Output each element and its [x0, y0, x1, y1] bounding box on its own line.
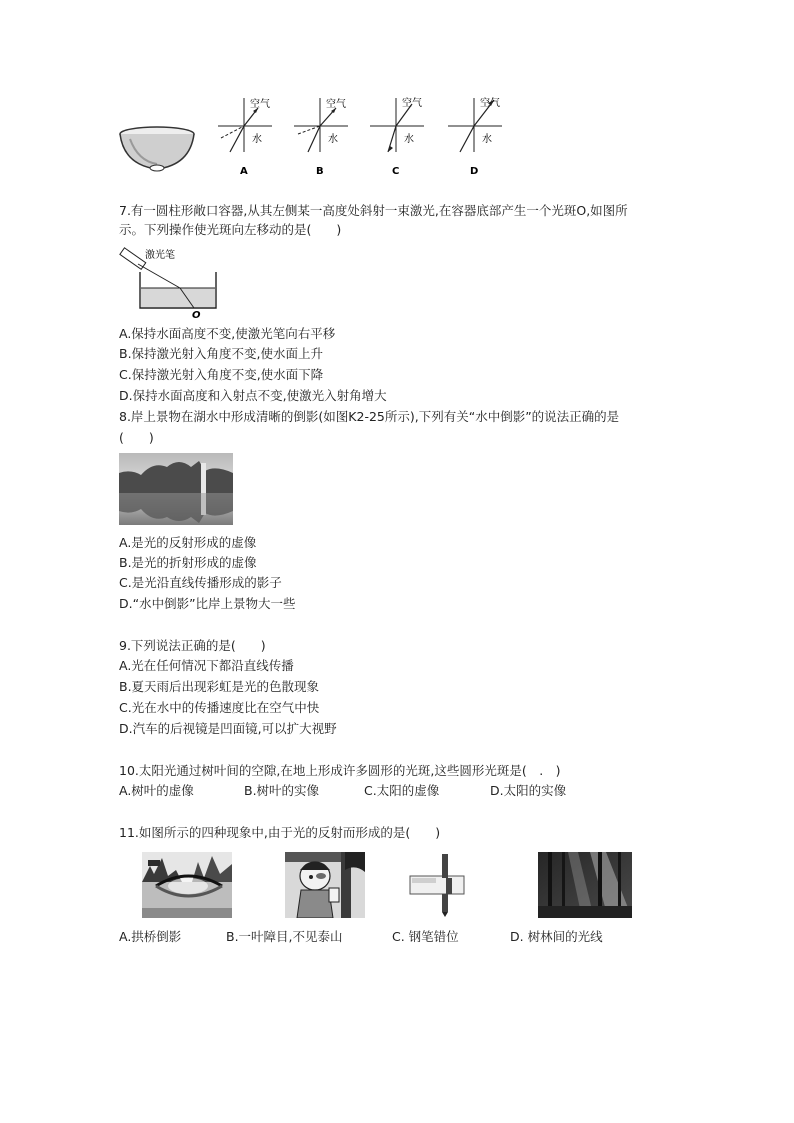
q7-option-c: C.保持激光射入角度不变,使水面下降 — [119, 367, 324, 382]
q9-option-d: D.汽车的后视镜是凹面镜,可以扩大视野 — [119, 721, 337, 736]
option-letter-a: A — [240, 166, 248, 177]
diagram-c — [368, 92, 426, 178]
lake-reflection-photo — [119, 453, 233, 525]
diagram-b — [292, 92, 350, 178]
air-label: 空气 — [250, 99, 270, 110]
q7-option-a: A.保持水面高度不变,使激光笔向右平移 — [119, 326, 336, 341]
q10-option-c: C.太阳的虚像 — [364, 783, 440, 798]
air-label: 空气 — [402, 98, 422, 109]
q8-option-c: C.是光沿直线传播形成的影子 — [119, 575, 282, 590]
q10-option-a: A.树叶的虚像 — [119, 783, 194, 798]
q10-option-b: B.树叶的实像 — [244, 783, 320, 798]
arch-bridge-photo — [142, 852, 232, 918]
q8-stem-line1: 8.岸上景物在湖水中形成清晰的倒影(如图K2-25所示),下列有关“水中倒影”的说法正确的是 — [119, 409, 620, 424]
option-letter-c: C — [392, 166, 400, 177]
water-label: 水 — [404, 134, 414, 145]
bowl-figure — [118, 125, 196, 175]
q11-option-d: D. 树林间的光线 — [510, 929, 603, 944]
laser-container-figure — [118, 244, 223, 319]
q11-stem: 11.如图所示的四种现象中,由于光的反射而形成的是( ) — [119, 825, 441, 840]
q10-option-d: D.太阳的实像 — [490, 783, 567, 798]
spot-o-label: O — [192, 310, 201, 319]
q7-option-b: B.保持激光射入角度不变,使水面上升 — [119, 346, 324, 361]
q9-stem: 9.下列说法正确的是( ) — [119, 638, 266, 653]
q11-option-a: A.拱桥倒影 — [119, 929, 182, 944]
q11-option-c: C. 钢笔错位 — [392, 929, 459, 944]
leaf-over-eye-cartoon — [285, 852, 365, 918]
q9-option-a: A.光在任何情况下都沿直线传播 — [119, 658, 294, 673]
laser-pen-label: 激光笔 — [145, 250, 175, 261]
option-letter-b: B — [316, 166, 324, 177]
q7-option-d: D.保持水面高度和入射点不变,使激光入射角增大 — [119, 388, 387, 403]
q7-stem-line2: 示。下列操作使光斑向左移动的是( ) — [119, 222, 342, 237]
q7-stem-line1: 7.有一圆柱形敞口容器,从其左侧某一高度处斜射一束激光,在容器底部产生一个光斑O,如图所 — [119, 203, 628, 218]
q11-option-b: B.一叶障目,不见泰山 — [226, 929, 343, 944]
q10-stem: 10.太阳光通过树叶间的空隙,在地上形成许多圆形的光斑,这些圆形光斑是( . ) — [119, 763, 561, 778]
forest-light-rays-photo — [538, 852, 632, 918]
q8-option-a: A.是光的反射形成的虚像 — [119, 535, 257, 550]
q9-option-b: B.夏天雨后出现彩虹是光的色散现象 — [119, 679, 320, 694]
q9-option-c: C.光在水中的传播速度比在空气中快 — [119, 700, 320, 715]
diagram-d — [446, 92, 504, 178]
option-letter-d: D — [470, 166, 479, 177]
water-label: 水 — [482, 134, 492, 145]
air-label: 空气 — [326, 99, 346, 110]
diagram-a — [216, 92, 274, 178]
water-label: 水 — [252, 134, 262, 145]
q8-option-b: B.是光的折射形成的虚像 — [119, 555, 257, 570]
q8-option-d: D.“水中倒影”比岸上景物大一些 — [119, 596, 296, 611]
q8-stem-line2: ( ) — [119, 430, 154, 445]
water-label: 水 — [328, 134, 338, 145]
pen-misalignment-figure — [402, 852, 472, 918]
air-label: 空气 — [480, 98, 500, 109]
